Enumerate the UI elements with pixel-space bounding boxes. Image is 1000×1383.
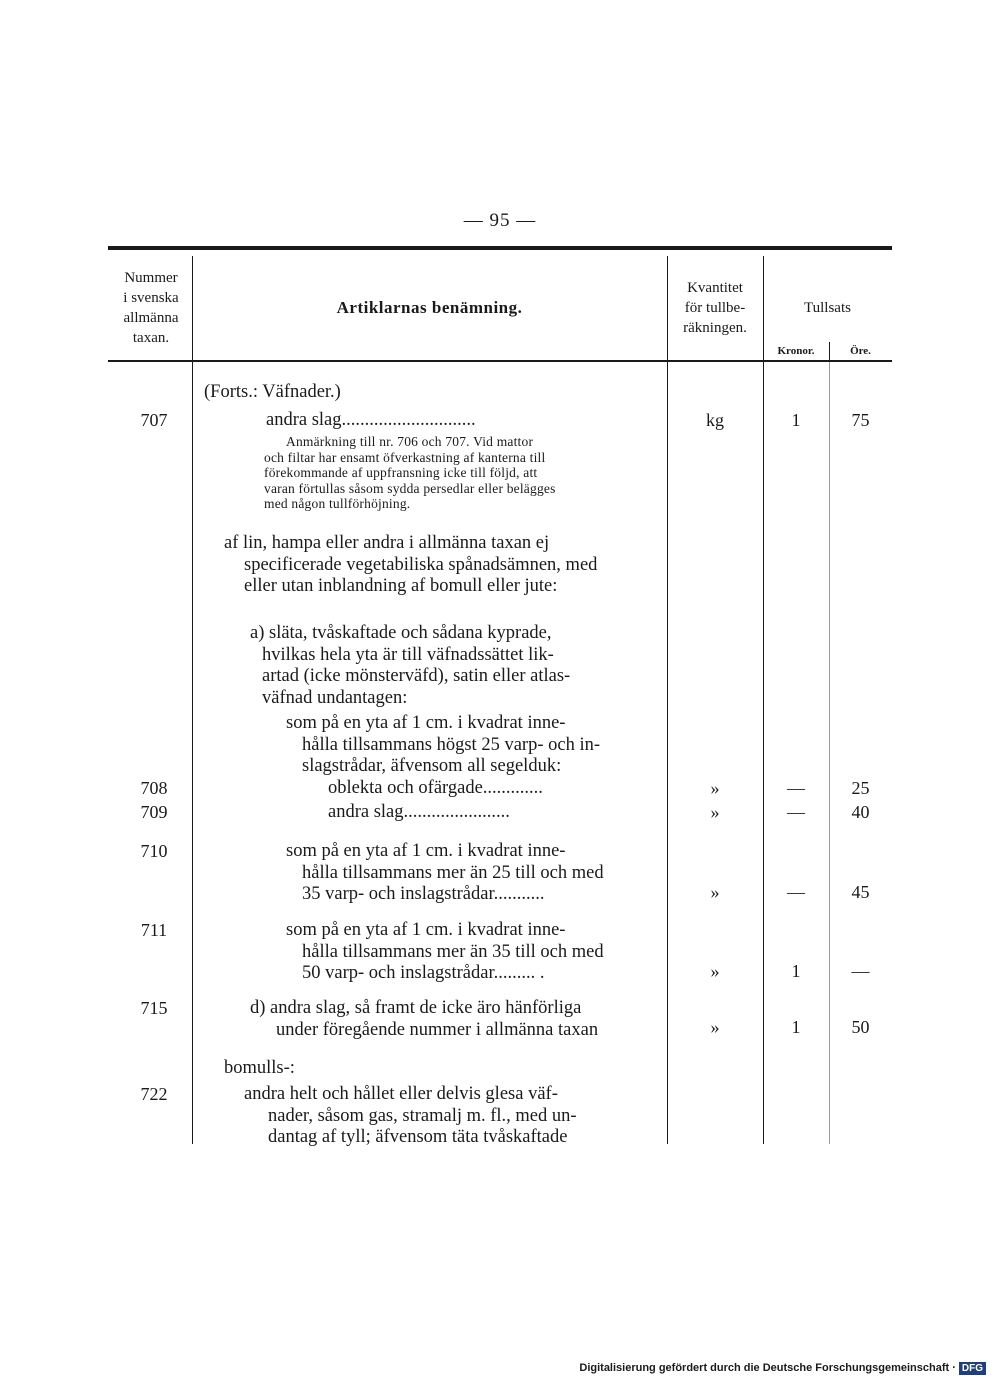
item-description: oblekta och ofärgade............. <box>328 778 543 798</box>
item-ore: 50 <box>851 1017 870 1037</box>
subcategory-heading: a) släta, tvåskaftade och sådana kyprade, hvilkas hela yta är till väfnadssättet lik- artad (icke mönsterväfd), satin eller atlas- väfnad undantagen: <box>250 623 571 708</box>
column-divider <box>763 256 764 1144</box>
item-number: 710 <box>140 841 168 861</box>
header-kronor: Kronor. <box>777 345 815 357</box>
item-description: d) andra slag, så framt de icke äro hänförliga under föregående nummer i allmänna taxan <box>250 998 599 1040</box>
section-continued: (Forts.: Väfnader.) <box>204 382 341 402</box>
header-artiklar: Artiklarnas benämning. <box>336 298 523 317</box>
header-nummer: Nummer i svenska allmänna taxan. <box>123 270 179 346</box>
condition-heading: som på en yta af 1 cm. i kvadrat inne- hålla tillsammans högst 25 varp- och in- slagstrådar, äfvensom all segelduk: <box>286 713 600 776</box>
category-heading: bomulls-: <box>224 1058 295 1078</box>
item-number: 722 <box>140 1084 168 1104</box>
header-ore: Öre. <box>850 345 871 357</box>
item-description: andra helt och hållet eller delvis glesa väf- nader, såsom gas, stramalj m. fl., med un- dantag af tyll; äfvensom täta tvåskaftade <box>244 1084 577 1147</box>
table-header-rule <box>108 360 892 362</box>
item-number: 708 <box>140 778 168 798</box>
item-number: 711 <box>140 920 168 940</box>
item-kronor: 1 <box>791 961 801 981</box>
header-kvantitet: Kvantitet för tullbe- räkningen. <box>683 280 747 336</box>
category-heading: af lin, hampa eller andra i allmänna taxan ej specificerade vegetabiliska spånadsämnen, med eller utan inblandning af bomull eller jute: <box>224 533 598 596</box>
item-kronor: — <box>787 778 805 798</box>
column-divider <box>667 256 668 1144</box>
dfg-logo: DFG <box>959 1362 986 1375</box>
item-description: som på en yta af 1 cm. i kvadrat inne- hålla tillsammans mer än 25 till och med 35 varp- och inslagstrådar........... <box>286 841 604 904</box>
item-quantity-unit: » <box>710 778 720 798</box>
item-ore: 75 <box>851 410 870 430</box>
item-ore: 40 <box>851 802 870 822</box>
item-description: andra slag....................... <box>328 802 510 822</box>
item-quantity-unit: kg <box>706 410 724 430</box>
item-ore: — <box>851 961 870 981</box>
item-kronor: — <box>787 882 805 902</box>
item-ore: 45 <box>851 882 870 902</box>
item-number: 709 <box>140 802 168 822</box>
item-quantity-unit: » <box>710 1017 720 1037</box>
item-quantity-unit: » <box>710 802 720 822</box>
digitization-credit: Digitalisierung gefördert durch die Deutsche Forschungsgemeinschaft · DFG <box>579 1362 986 1375</box>
item-quantity-unit: » <box>710 961 720 981</box>
item-quantity-unit: » <box>710 882 720 902</box>
item-kronor: — <box>787 802 805 822</box>
note: Anmärkning till nr. 706 och 707. Vid mattor och filtar har ensamt öfverkastning af kanterna till förekommande af uppfransning icke till följd, att varan förtullas såsom sydda persedlar eller belägges med någon tullförhöjning. <box>264 434 556 512</box>
table-top-rule <box>108 246 892 250</box>
item-number: 707 <box>140 410 168 430</box>
item-description: andra slag............................. <box>266 410 476 430</box>
item-kronor: 1 <box>791 410 801 430</box>
item-number: 715 <box>140 998 168 1018</box>
item-ore: 25 <box>851 778 870 798</box>
page-number: — 95 — <box>463 210 537 231</box>
header-tullsats: Tullsats <box>804 300 851 316</box>
item-description: som på en yta af 1 cm. i kvadrat inne- hålla tillsammans mer än 35 till och med 50 varp- och inslagstrådar......... . <box>286 920 604 983</box>
column-divider <box>192 362 193 1144</box>
item-kronor: 1 <box>791 1017 801 1037</box>
